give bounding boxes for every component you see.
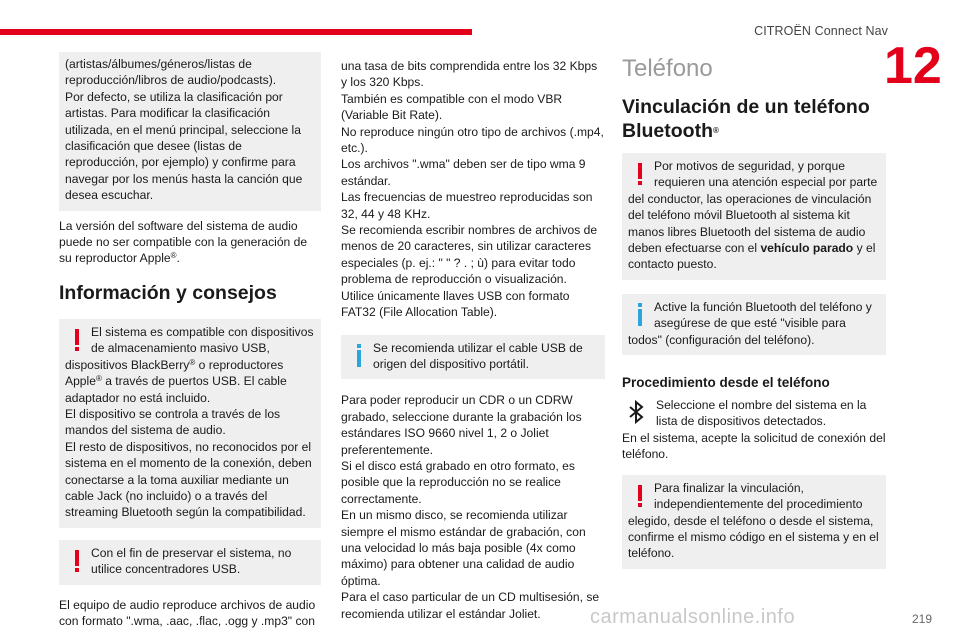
column-3 — [622, 52, 886, 569]
info-note-bluetooth — [622, 294, 886, 355]
heading-phone-procedure: Procedimiento desde el teléfono — [622, 375, 830, 391]
info-text-bluetooth: Active la función Bluetooth del teléfono y asegúrese de que esté "visible para todos" (configuración del teléfono). — [628, 299, 872, 347]
watermark: carmanualsonline.info — [590, 606, 796, 628]
warn-safety-bold: vehículo parado — [760, 241, 854, 256]
section-title-telefono: Teléfono — [622, 55, 713, 82]
bluetooth-step — [622, 397, 886, 430]
warning-icon — [628, 158, 654, 188]
info-text-usb-cable: Se recomienda utilizar el cable USB de origen del dispositivo portátil. — [373, 340, 583, 371]
column-1 — [59, 52, 321, 629]
bluetooth-icon — [622, 397, 656, 429]
warning-text-safety — [628, 158, 880, 273]
warn1-part-c: a través de puertos USB. El cable adaptador no está incluido. El dispositivo se controla a través de los mandos del sistema de audio. El resto de dispositivos, no reconocidos por el sistema en el momento de la conexión, deben conectarse a la toma auxiliar mediante un cable Jack (no incluido) o a través del streaming Bluetooth según la compatibilidad. — [65, 374, 312, 520]
warning-text-code: Para finalizar la vinculación, independientemente del procedimiento elegido, desde el teléfono o desde el sistema, confirme el mismo código en el sistema y en el teléfono. — [628, 480, 879, 561]
info-icon — [628, 299, 654, 329]
info-note-usb-cable — [341, 335, 605, 380]
cd-recording-text: Para poder reproducir un CDR o un CDRW grabado, seleccione durante la grabación los estándares ISO 9660 nivel 1, 2 o Joliet preferentemente. Si el disco está grabado en otro formato, es posible que la reproducción no se realice correctamente. En un mismo disco, se recomienda utilizar siempre el mismo estándar de grabación, con una velocidad lo más baja posible (4x como máximo) para obtener una calidad de audio óptima. Para el caso particular de un CD multisesión, se recomienda utilizar el estándar Joliet. — [341, 393, 600, 621]
warning-note-safety — [622, 153, 886, 280]
warning-icon — [65, 324, 91, 354]
warning-note-compat — [59, 319, 321, 528]
bluetooth-step-text: Seleccione el nombre del sistema en la lista de dispositivos detectados. — [656, 398, 867, 429]
audio-formats-text: El equipo de audio reproduce archivos de audio con formato ".wma, .aac, .flac, .ogg y .mp3" con — [59, 597, 316, 628]
chapter-number: 12 — [884, 37, 942, 95]
warn-safety-part-b: y el contacto puesto. — [628, 241, 876, 272]
version-text: La versión del software del sistema de audio puede no ser compatible con la generación de su reproductor Apple — [59, 218, 308, 266]
warning-note-code — [622, 475, 886, 569]
page-number: 219 — [911, 612, 932, 626]
heading-text: Vinculación de un teléfono Bluetooth — [622, 96, 870, 142]
version-text-end: . — [176, 251, 180, 266]
registered-mark: ® — [189, 357, 196, 367]
info-icon — [347, 340, 373, 370]
warn1-part-a: El sistema es compatible con dispositivos de almacenamiento masivo USB, dispositivos BlackBerry — [65, 324, 314, 372]
heading-info-consejos: Información y consejos — [59, 281, 277, 304]
classification-box — [59, 52, 321, 211]
warning-text-compat — [65, 324, 315, 521]
warn1-part-b: o reproductores Apple — [65, 357, 284, 389]
header-accent-bar — [0, 29, 472, 35]
classification-text: (artistas/álbumes/géneros/listas de reproducción/libros de audio/podcasts). Por defecto, se utiliza la clasificación por artistas. Para modificar la clasificación utilizada, en el menú principal, seleccione la clasificación que desee (listas de reproducción, por ejemplo) y confirme para navegar por los menús hasta la canción que desea escuchar. — [65, 57, 303, 203]
bitrate-text: una tasa de bits comprendida entre los 32 Kbps y los 320 Kbps. También es compatible con el modo VBR (Variable Bit Rate). No reproduce ningún otro tipo de archivos (.mp4, etc.). Los archivos ".wma" deben ser de tipo wma 9 estándar. Las frecuencias de muestreo reproducidas son 32, 44 y 48 KHz. Se recomienda escribir nombres de archivos de menos de 20 caracteres, sin utilizar caracteres especiales (p. ej.: " " ? . ; ù) para evitar todo problema de reproducción o visualización. Utilice únicamente llaves USB con formato FAT32 (File Allocation Table). — [341, 59, 604, 320]
registered-mark: ® — [170, 251, 177, 261]
registered-mark: ® — [95, 374, 102, 384]
warning-note-usb-hub — [59, 540, 321, 585]
accept-connection-text: En el sistema, acepte la solicitud de conexión del teléfono. — [622, 430, 886, 462]
heading-bluetooth-pairing — [622, 95, 886, 143]
version-note — [59, 218, 321, 267]
warn-safety-part-a: Por motivos de seguridad, y porque requieren una atención especial por parte del conductor, las operaciones de vinculación del teléfono móvil Bluetooth al sistema kit manos libres Bluetooth del sistema de audio deben efectuarse con el — [628, 159, 878, 256]
header-title: CITROËN Connect Nav — [754, 24, 888, 38]
warning-icon — [65, 545, 91, 575]
registered-mark: ® — [712, 126, 719, 135]
warning-text-usb-hub: Con el fin de preservar el sistema, no utilice concentradores USB. — [91, 545, 292, 577]
column-2 — [341, 58, 605, 622]
warning-icon — [628, 480, 654, 510]
